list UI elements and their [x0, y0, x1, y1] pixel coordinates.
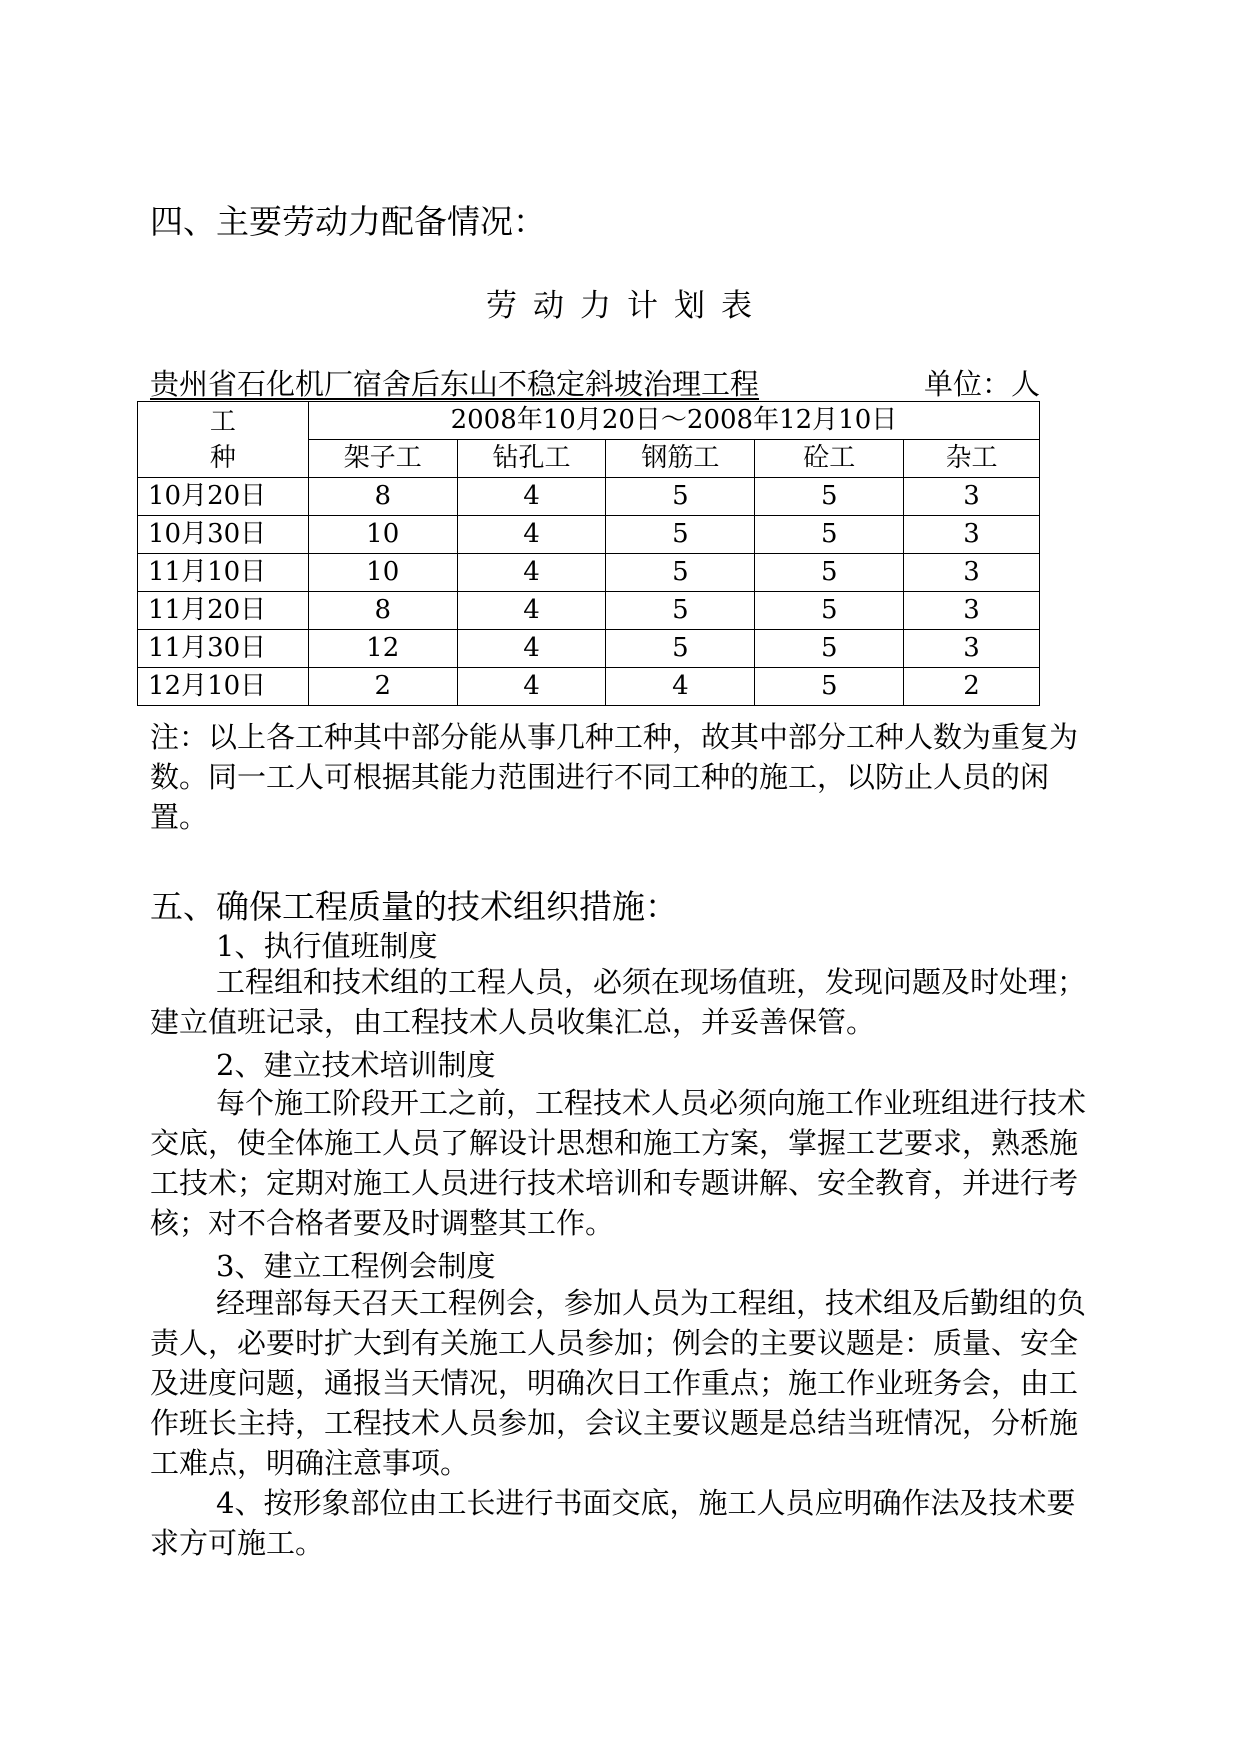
- table-row: [138, 630, 1040, 668]
- table-cell: 4: [457, 554, 606, 592]
- labor-plan-table: [137, 401, 1040, 706]
- table-note: 注：以上各工种其中部分能从事几种工种，故其中部分工种人数为重复为数。同一工人可根据其能力范围进行不同工种的施工，以防止人员的闲置。: [150, 720, 1079, 834]
- table-cell: 5: [755, 668, 904, 706]
- item-2-text: 每个施工阶段开工之前，工程技术人员必须向施工作业班组进行技术交底，使全体施工人员了解设计思想和施工方案，掌握工艺要求，熟悉施工技术；定期对施工人员进行技术培训和专题讲解、安全教育，并进行考核；对不合格者要及时调整其工作。: [150, 1086, 1087, 1240]
- item-2-title: 2、建立技术培训制度: [216, 1048, 496, 1082]
- table-cell: 8: [308, 478, 457, 516]
- table-cell: 3: [904, 516, 1040, 554]
- item-4-text: 4、按形象部位由工长进行书面交底，施工人员应明确作法及技术要求方可施工。: [150, 1486, 1076, 1560]
- table-cell: 5: [755, 592, 904, 630]
- table-row: [138, 516, 1040, 554]
- table-cell: 5: [606, 478, 755, 516]
- table-cell: 5: [606, 630, 755, 668]
- table-row: [138, 478, 1040, 516]
- row-date: 11月10日: [138, 554, 309, 592]
- row-date: 11月30日: [138, 630, 309, 668]
- section-heading-4: 四、主要劳动力配备情况：: [150, 202, 546, 241]
- column-header: 钻孔工: [457, 440, 606, 478]
- table-cell: 10: [308, 516, 457, 554]
- table-cell: 5: [606, 554, 755, 592]
- table-cell: 4: [457, 668, 606, 706]
- table-cell: 2: [904, 668, 1040, 706]
- item-3-text: 经理部每天召天工程例会，参加人员为工程组，技术组及后勤组的负责人，必要时扩大到有关施工人员参加；例会的主要议题是：质量、安全及进度问题，通报当天情况，明确次日工作重点；施工作业班务会，由工作班长主持，工程技术人员参加，会议主要议题是总结当班情况，分析施工难点，明确注意事项。: [150, 1286, 1087, 1480]
- column-header: 架子工: [308, 440, 457, 478]
- table-cell: 4: [457, 630, 606, 668]
- row-date: 10月30日: [138, 516, 309, 554]
- corner-top-text: 工: [209, 406, 236, 437]
- table-cell: 3: [904, 630, 1040, 668]
- project-name: 贵州省石化机厂宿舍后东山不稳定斜坡治理工程: [150, 367, 760, 401]
- table-cell: 4: [457, 516, 606, 554]
- table-cell: 3: [904, 592, 1040, 630]
- table-cell: 4: [606, 668, 755, 706]
- table-row: [138, 668, 1040, 706]
- table-cell: 3: [904, 554, 1040, 592]
- section-heading-5: 五、确保工程质量的技术组织措施：: [150, 887, 678, 926]
- table-cell: 2: [308, 668, 457, 706]
- table-cell: 5: [755, 630, 904, 668]
- table-cell: 10: [308, 554, 457, 592]
- item-1-title: 1、执行值班制度: [216, 929, 438, 963]
- column-header: 杂工: [904, 440, 1040, 478]
- table-cell: 5: [755, 554, 904, 592]
- corner-bottom-text: 种: [209, 442, 236, 473]
- table-cell: 4: [457, 592, 606, 630]
- column-header: 钢筋工: [606, 440, 755, 478]
- row-date: 12月10日: [138, 668, 309, 706]
- table-cell: 5: [755, 516, 904, 554]
- table-cell: 3: [904, 478, 1040, 516]
- table-title: 劳动力计划表: [486, 288, 768, 324]
- table-cell: 12: [308, 630, 457, 668]
- corner-cell: [138, 402, 309, 478]
- table-row: [138, 592, 1040, 630]
- column-header: 砼工: [755, 440, 904, 478]
- table-cell: 4: [457, 478, 606, 516]
- table-cell: 8: [308, 592, 457, 630]
- row-date: 10月20日: [138, 478, 309, 516]
- table-cell: 5: [606, 516, 755, 554]
- table-cell: 5: [606, 592, 755, 630]
- table-row: [138, 554, 1040, 592]
- item-1-text: 工程组和技术组的工程人员，必须在现场值班，发现问题及时处理；建立值班记录，由工程技术人员收集汇总，并妥善保管。: [150, 965, 1087, 1039]
- unit-label: 单位：人: [924, 367, 1041, 401]
- table-header-row: [138, 402, 1040, 440]
- row-date: 11月20日: [138, 592, 309, 630]
- period-header: 2008年10月20日～2008年12月10日: [308, 402, 1039, 440]
- item-3-title: 3、建立工程例会制度: [216, 1249, 496, 1283]
- table-cell: 5: [755, 478, 904, 516]
